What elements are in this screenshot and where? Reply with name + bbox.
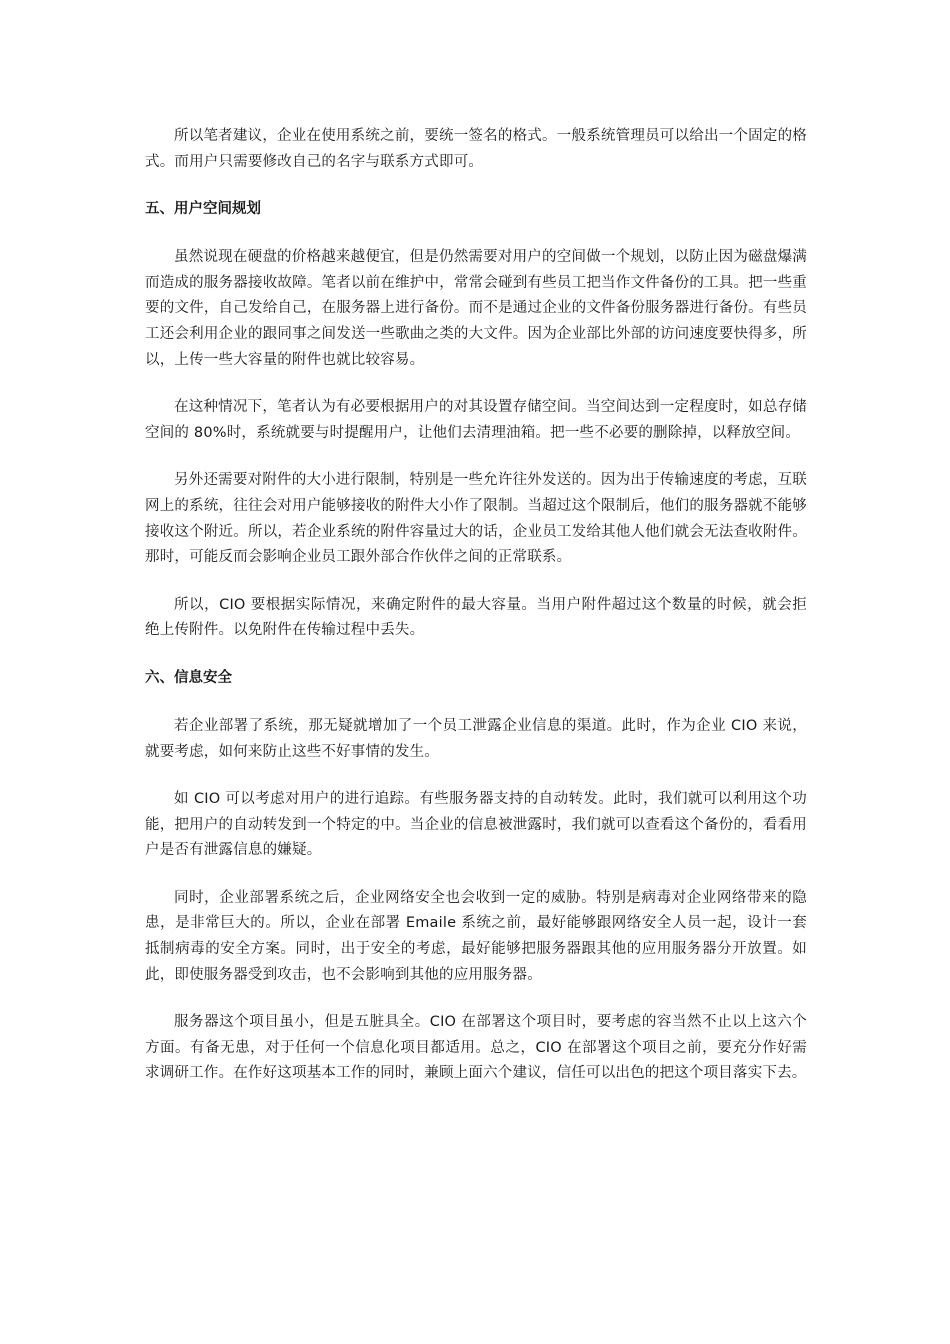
document-page (145, 124, 807, 1109)
paragraph-tracking: 如 CIO 可以考虑对用户的进行追踪。有些服务器支持的自动转发。此时，我们就可以利用这个功能，把用户的自动转发到一个特定的中。当企业的信息被泄露时，我们就可以查看这个备份的，看看用户是否有泄露信息的嫌疑。 (145, 791, 807, 859)
section-heading-user-space: 五、用户空间规划 (145, 201, 261, 218)
paragraph-storage-quota: 在这种情况下，笔者认为有必要根据用户的对其设置存储空间。当空间达到一定程度时，如总存储空间的 80%时，系统就要与时提醒用户，让他们去清理油箱。把一些不必要的删除掉，以释放空间。 (145, 399, 807, 441)
paragraph-leak-channel: 若企业部署了系统，那无疑就增加了一个员工泄露企业信息的渠道。此时，作为企业 CIO 来说，就要考虑，如何来防止这些不好事情的发生。 (145, 717, 807, 760)
paragraph-signature-format: 所以笔者建议，企业在使用系统之前，要统一签名的格式。一般系统管理员可以给出一个固定的格式。而用户只需要修改自己的名字与联系方式即可。 (145, 128, 807, 170)
section-heading-info-security: 六、信息安全 (145, 669, 232, 686)
paragraph-disk-space: 虽然说现在硬盘的价格越来越便宜，但是仍然需要对用户的空间做一个规划，以防止因为磁盘爆满而造成的服务器接收故障。笔者以前在维护中，常常会碰到有些员工把当作文件备份的工具。把一些重要的文件，自己发给自己，在服务器上进行备份。而不是通过企业的文件备份服务器进行备份。有些员工还会利用企业的跟同事之间发送一些歌曲之类的大文件。因为企业部比外部的访问速度要快得多，所以，上传一些大容量的附件也就比较容易。 (145, 249, 807, 368)
paragraph-attachment-max: 所以，CIO 要根据实际情况，来确定附件的最大容量。当用户附件超过这个数量的时候，就会拒绝上传附件。以免附件在传输过程中丢失。 (145, 596, 807, 639)
paragraph-attachment-limit: 另外还需要对附件的大小进行限制，特别是一些允许往外发送的。因为出于传输速度的考虑，互联网上的系统，往往会对用户能够接收的附件大小作了限制。当超过这个限制后，他们的服务器就不能够接收这个附近。所以，若企业系统的附件容量过大的话，企业员工发给其他人他们就会无法查收附件。那时，可能反而会影响企业员工跟外部合作伙伴之间的正常联系。 (145, 472, 807, 566)
paragraph-conclusion: 服务器这个项目虽小，但是五脏具全。CIO 在部署这个项目时，要考虑的容当然不止以上这六个方面。有备无患，对于任何一个信息化项目都适用。总之，CIO 在部署这个项目之前，要充分作好需求调研工作。在作好这项基本工作的同时，兼顾上面六个建议，信任可以出色的把这个项目落实下去。 (145, 1014, 807, 1082)
paragraph-network-security: 同时，企业部署系统之后，企业网络安全也会收到一定的威胁。特别是病毒对企业网络带来的隐患，是非常巨大的。所以，企业在部署 Emaile 系统之前，最好能够跟网络安全人员一起，设计一套抵制病毒的安全方案。同时，出于安全的考虑，最好能够把服务器跟其他的应用服务器分开放置。如此，即使服务器受到攻击，也不会影响到其他的应用服务器。 (145, 889, 807, 983)
